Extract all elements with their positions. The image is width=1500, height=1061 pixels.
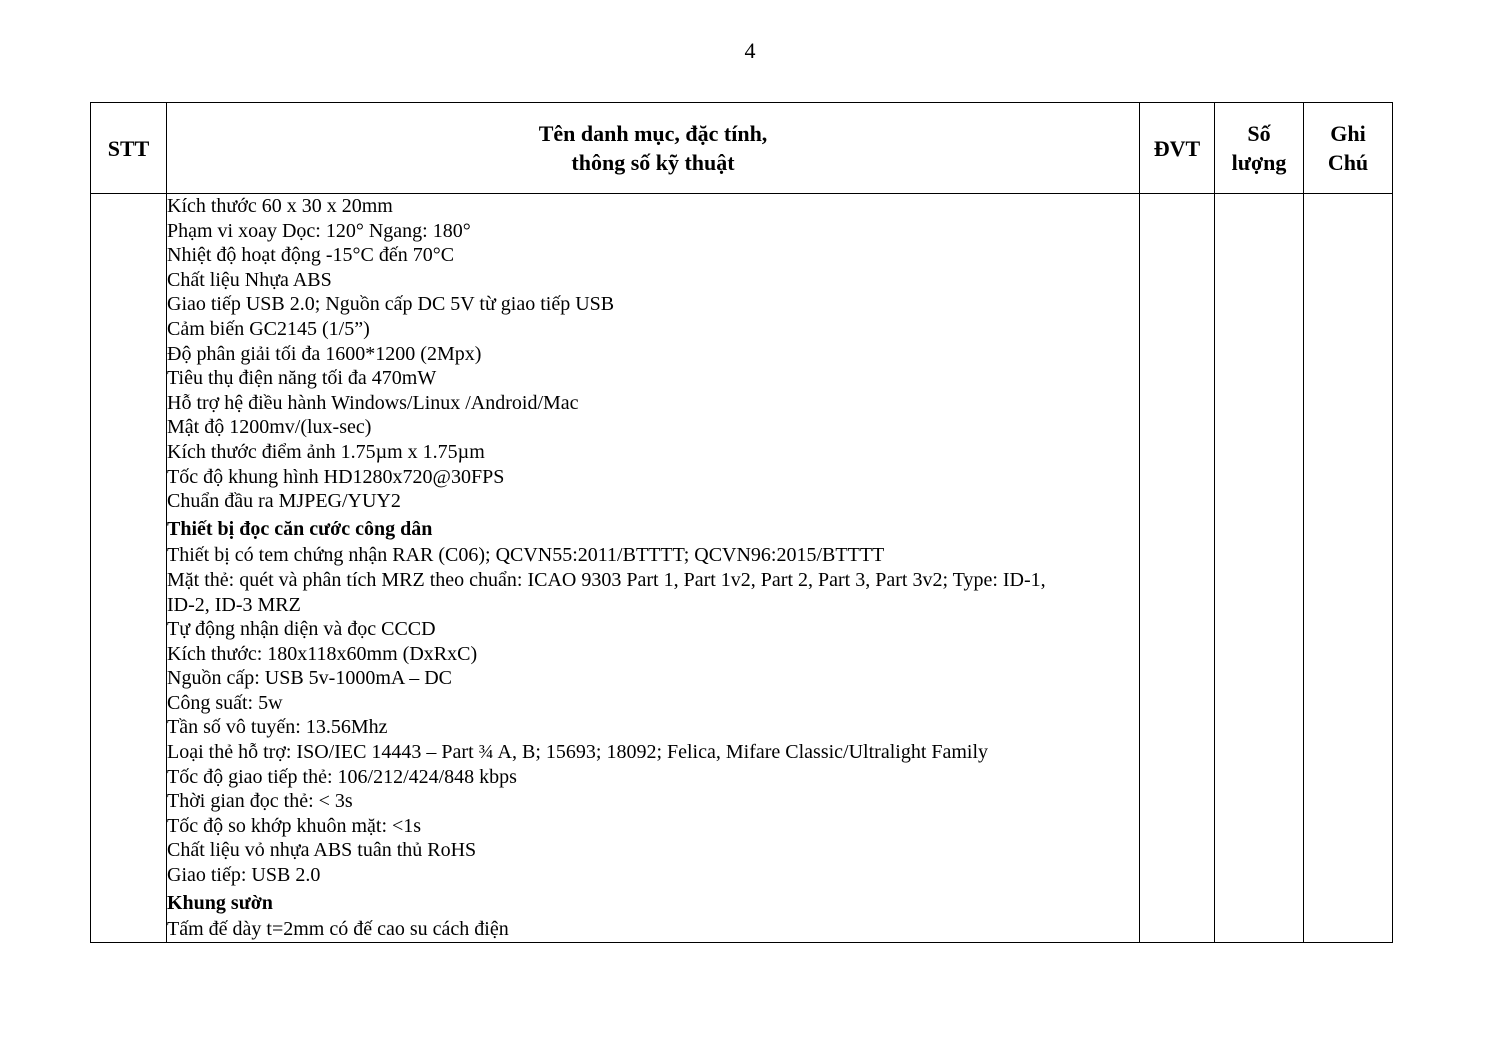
header-note	[1304, 103, 1393, 194]
spec-line: Giao tiếp: USB 2.0	[167, 864, 321, 887]
spec-line: Tấm đế dày t=2mm có đế cao su cách điện	[167, 918, 509, 941]
spec-line: Mặt thẻ: quét và phân tích MRZ theo chuẩn: ICAO 9303 Part 1, Part 1v2, Part 2, Part 3, Part 3v2; Type: ID-1,	[167, 568, 1046, 591]
spec-line: Chất liệu Nhựa ABS	[167, 268, 332, 291]
spec-line: Cảm biến GC2145 (1/5”)	[167, 317, 370, 340]
spec-line: Mật độ 1200mv/(lux-sec)	[167, 416, 372, 439]
section-title-id-reader: Thiết bị đọc căn cước công dân	[167, 517, 433, 540]
cell-quantity	[1215, 194, 1304, 943]
page-number: 4	[744, 38, 756, 63]
header-name-line2: thông số kỹ thuật	[571, 150, 735, 175]
spec-line: Nhiệt độ hoạt động -15°C đến 70°C	[167, 244, 455, 267]
cell-dvt	[1140, 194, 1215, 943]
spec-line: Tiêu thụ điện năng tối đa 470mW	[167, 367, 437, 390]
header-note-line2: Chú	[1327, 150, 1369, 175]
header-quantity-line2: lượng	[1231, 150, 1287, 175]
spec-line: Công suất: 5w	[167, 691, 283, 714]
spec-line: Phạm vi xoay Dọc: 120° Ngang: 180°	[167, 219, 471, 242]
spec-line: Hỗ trợ hệ điều hành Windows/Linux /Android/Mac	[167, 391, 579, 414]
spec-line: Tốc độ giao tiếp thẻ: 106/212/424/848 kbps	[167, 765, 517, 788]
spec-line: Tốc độ khung hình HD1280x720@30FPS	[167, 465, 505, 488]
spec-line: Kích thước điểm ảnh 1.75µm x 1.75µm	[167, 440, 485, 463]
spec-line: Tự động nhận diện và đọc CCCD	[167, 618, 436, 641]
table-header-row	[91, 103, 1393, 194]
spec-line: Kích thước: 180x118x60mm (DxRxC)	[167, 642, 478, 665]
spec-line: Kích thước 60 x 30 x 20mm	[167, 195, 393, 217]
spec-line: ID-2, ID-3 MRZ	[167, 593, 301, 616]
camera-spec-list	[167, 194, 1139, 514]
spec-line: Chất liệu vỏ nhựa ABS tuân thủ RoHS	[167, 839, 477, 862]
cell-note	[1304, 194, 1393, 943]
specification-table	[90, 102, 1393, 943]
id-reader-spec-list	[167, 543, 1139, 887]
spec-line: Thiết bị có tem chứng nhận RAR (C06); QCVN55:2011/BTTTT; QCVN96:2015/BTTTT	[167, 544, 885, 567]
spec-line: Chuẩn đầu ra MJPEG/YUY2	[167, 490, 401, 513]
spec-line: Loại thẻ hỗ trợ: ISO/IEC 14443 – Part ¾ A, B; 15693; 18092; Felica, Mifare Classic/Ultralight Family	[167, 741, 989, 764]
spec-line: Giao tiếp USB 2.0; Nguồn cấp DC 5V từ giao tiếp USB	[167, 293, 615, 316]
spec-line: Tần số vô tuyến: 13.56Mhz	[167, 716, 388, 739]
spec-line: Nguồn cấp: USB 5v-1000mA – DC	[167, 667, 452, 690]
section-title-frame: Khung sườn	[167, 891, 273, 914]
table-row	[91, 194, 1393, 943]
cell-stt	[91, 194, 167, 943]
header-name-line1: Tên danh mục, đặc tính,	[538, 121, 768, 146]
header-dvt: ĐVT	[1140, 103, 1215, 194]
header-note-line1: Ghi	[1330, 121, 1366, 146]
cell-description	[167, 194, 1140, 943]
spec-line: Tốc độ so khớp khuôn mặt: <1s	[167, 814, 422, 837]
header-quantity	[1215, 103, 1304, 194]
frame-spec-list	[167, 917, 1139, 942]
spec-line: Thời gian đọc thẻ: < 3s	[167, 790, 353, 813]
header-stt: STT	[91, 103, 167, 194]
header-quantity-line1: Số	[1247, 121, 1271, 146]
spec-line: Độ phân giải tối đa 1600*1200 (2Mpx)	[167, 342, 482, 365]
header-name	[167, 103, 1140, 194]
